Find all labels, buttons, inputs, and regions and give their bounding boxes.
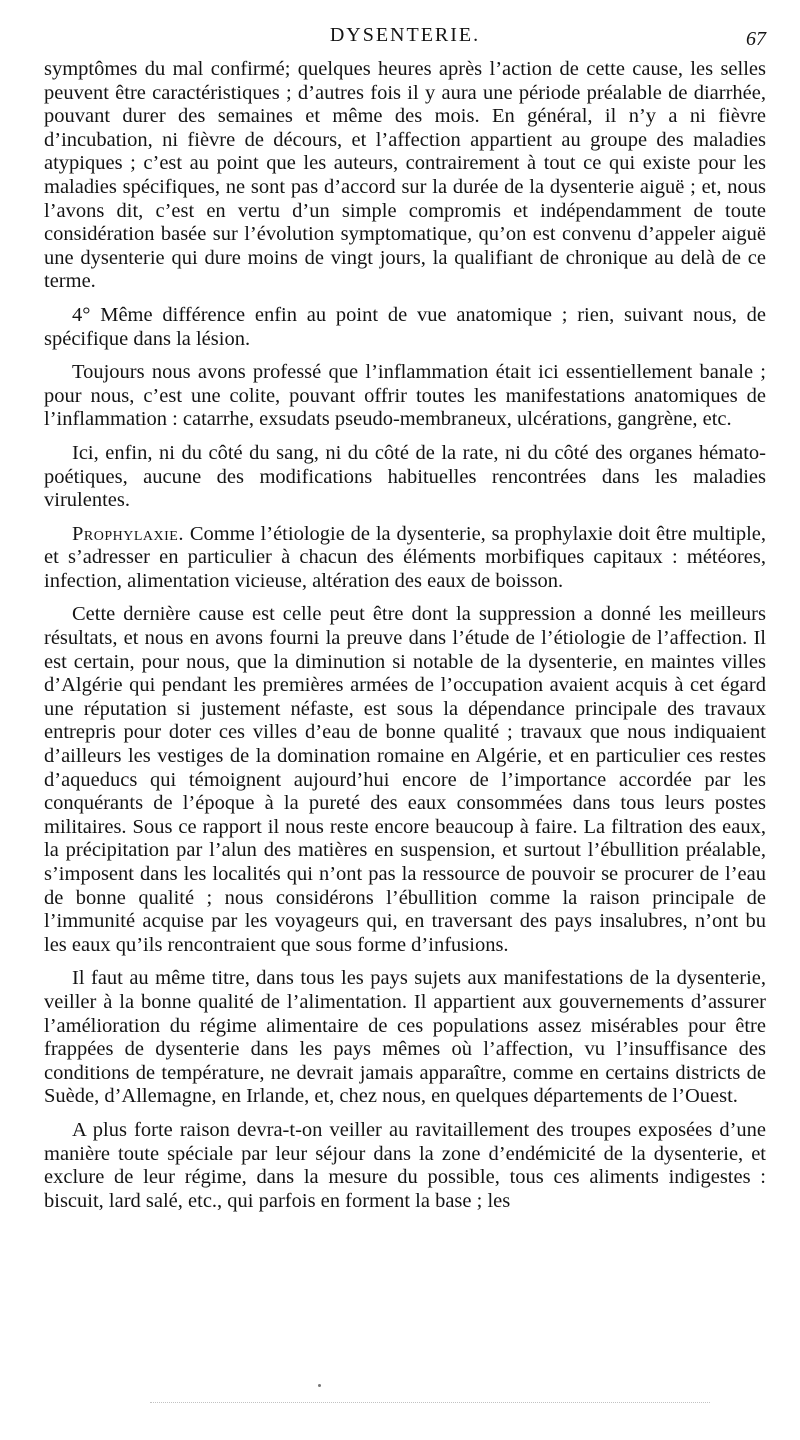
paragraph-continuation: symptômes du mal confirmé; quelques heures après l’action de cette cause, les selles peuvent être caractéristiques ; d’autres fois il y aura une période préalable de diarrhée, pouvant durer des semaines et même des mois. En général, il n’y a ni fièvre d’incubation, ni fièvre de décours, et l’affection appartient au groupe des maladies atypiques ; c’est au point que les auteurs, contrairement à tout ce qui existe pour les maladies spécifiques, ne sont pas d’accord sur la durée de la dysenterie aiguë ; et, nous l’avons dit, c’est en vertu d’un simple compromis et indépendamment de toute considération basée sur l’évolution symptomatique, qu’on est convenu d’appeler aiguë une dysenterie qui dure moins de vingt jours, la qualifiant de chronique au delà de ce terme. [44,58,766,293]
paragraph-alimentation: Il faut au même titre, dans tous les pays sujets aux manifestations de la dysenterie, veiller à la bonne qualité de l’alimentation. Il appartient aux gouvernements d’assurer l’amélioration du régime alimentaire de ces populations assez misérables pour être frappées de dysenterie dans les pays mêmes où l’affection, vu l’insuffisance des conditions de température, ne devrait jamais apparaître, comme en certains districts de Suède, d’Allemagne, en Irlande, et, chez nous, en quelques départements de l’Ouest. [44,967,766,1108]
page-header [44,24,766,54]
paragraph-blood-spleen: Ici, enfin, ni du côté du sang, ni du côté de la rate, ni du côté des organes hémato-poétiques, aucune des modifications habituelles rencontrées dans les maladies virulentes. [44,441,766,512]
section-heading-prophylaxie: Prophylaxie. [72,522,184,545]
bleed-through-line [150,1402,710,1405]
paragraph-troops: A plus forte raison devra-t-on veiller au ravitaillement des troupes exposées d’une manière toute spéciale par leur séjour dans la zone d’endémicité de la dysenterie, et exclure de leur régime, dans la mesure du possible, tous ces aliments indigestes : biscuit, lard salé, etc., qui parfois en forment la base ; les [44,1118,766,1212]
prophylaxie-text: Comme l’étiologie de la dysenterie, sa prophylaxie doit être multiple, et s’adresser en particulier à chacun des éléments morbifiques capitaux : météores, infection, alimentation vicieuse, altération des eaux de boisson. [44,522,767,592]
paragraph-prophylaxie [44,523,766,594]
paragraph-water-quality: Cette dernière cause est celle peut être dont la suppression a donné les meilleurs résultats, et nous en avons fourni la preuve dans l’étude de l’étiologie de l’affection. Il est certain, pour nous, que la diminution si notable de la dysenterie, en maintes villes d’Algérie qui pendant les premières armées de l’occupation avaient acquis à cet égard une réputation si justement néfaste, est sous la dépendance principale des travaux entrepris pour doter ces villes d’eau de bonne qualité ; travaux que nous indiquaient d’ailleurs les vestiges de la domination romaine en Algérie, et en particulier ces restes d’aqueducs qui témoignent aujourd’hui encore de l’importance accordée par les conquérants de l’époque à la pureté des eaux consommées dans tous leurs postes militaires. Sous ce rapport il nous reste encore beaucoup à faire. La filtration des eaux, la précipitation par l’alun des matières en suspension, et surtout l’ébullition préalable, s’imposent dans les localités qui n’ont pas la ressource de pouvoir se procurer de l’eau de bonne qualité ; nous considérons l’ébullition comme la raison principale de l’immunité acquise par les voyageurs qui, en traversant des pays insalubres, n’ont bu les eaux qu’ils rencontraient que sous forme d’infusions. [44,603,766,956]
page-number: 67 [746,28,766,50]
page-body [44,58,766,1223]
paragraph-inflammation: Toujours nous avons professé que l’inflammation était ici essentiellement banale ; pour nous, c’est une colite, pouvant offrir toutes les manifestations anatomiques de l’inflammation : catarrhe, exsudats pseudo-membraneux, ulcérations, gangrène, etc. [44,361,766,431]
print-speck [318,1384,321,1387]
running-head: DYSENTERIE. [329,24,481,46]
paragraph-anatomical-difference: 4° Même différence enfin au point de vue anatomique ; rien, suivant nous, de spécifique dans la lésion. [44,303,766,350]
